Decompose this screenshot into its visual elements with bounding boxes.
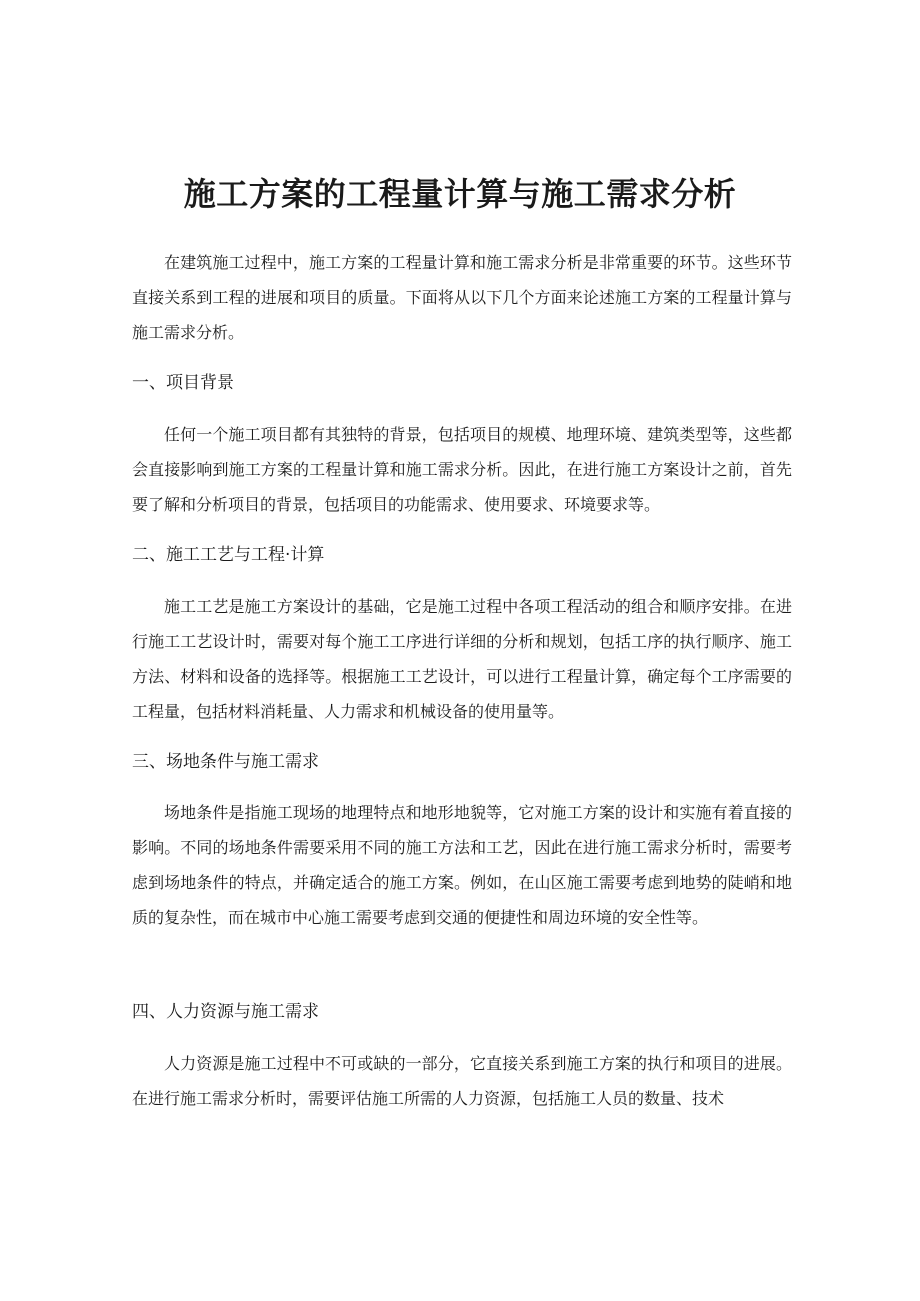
section-2-body-block [132, 589, 792, 729]
section-heading-4: 四、人力资源与施工需求 [132, 1002, 319, 1022]
page-title: 施工方案的工程量计算与施工需求分析 [183, 175, 737, 213]
section-paragraph-3: 场地条件是指施工现场的地理特点和地形地貌等，它对施工方案的设计和实施有着直接的影响。不同的场地条件需要采用不同的施工方法和工艺，因此在进行施工需求分析时，需要考虑到场地条件的特点，并确定适合的施工方案。例如，在山区施工需要考虑到地势的陡峭和地质的复杂性，而在城市中心施工需要考虑到交通的便捷性和周边环境的安全性等。 [132, 803, 792, 927]
intro-paragraph: 在建筑施工过程中，施工方案的工程量计算和施工需求分析是非常重要的环节。这些环节直接关系到工程的进展和项目的质量。下面将从以下几个方面来论述施工方案的工程量计算与施工需求分析。 [132, 253, 792, 342]
section-3-body-block [132, 795, 792, 935]
section-paragraph-4: 人力资源是施工过程中不可或缺的一部分，它直接关系到施工方案的执行和项目的进展。在进行施工需求分析时，需要评估施工所需的人力资源，包括施工人员的数量、技术 [132, 1054, 792, 1108]
section-4-body-block [132, 1046, 792, 1116]
intro-block [132, 245, 792, 350]
section-1-heading-block [132, 368, 792, 398]
section-heading-1: 一、项目背景 [132, 373, 234, 393]
section-1-body-block [132, 417, 792, 522]
section-paragraph-1: 任何一个施工项目都有其独特的背景，包括项目的规模、地理环境、建筑类型等，这些都会直接影响到施工方案的工程量计算和施工需求分析。因此，在进行施工方案设计之前，首先要了解和分析项目的背景，包括项目的功能需求、使用要求、环境要求等。 [132, 425, 792, 514]
section-paragraph-2: 施工工艺是施工方案设计的基础，它是施工过程中各项工程活动的组合和顺序安排。在进行施工工艺设计时，需要对每个施工工序进行详细的分析和规划，包括工序的执行顺序、施工方法、材料和设备的选择等。根据施工工艺设计，可以进行工程量计算，确定每个工序需要的工程量，包括材料消耗量、人力需求和机械设备的使用量等。 [132, 597, 792, 721]
section-2-heading-block [132, 540, 792, 570]
section-3-heading-block [132, 747, 792, 777]
section-heading-2: 二、施工工艺与工程·计算 [132, 545, 325, 565]
section-heading-3: 三、场地条件与施工需求 [132, 752, 319, 772]
section-4-heading-block [132, 997, 792, 1027]
